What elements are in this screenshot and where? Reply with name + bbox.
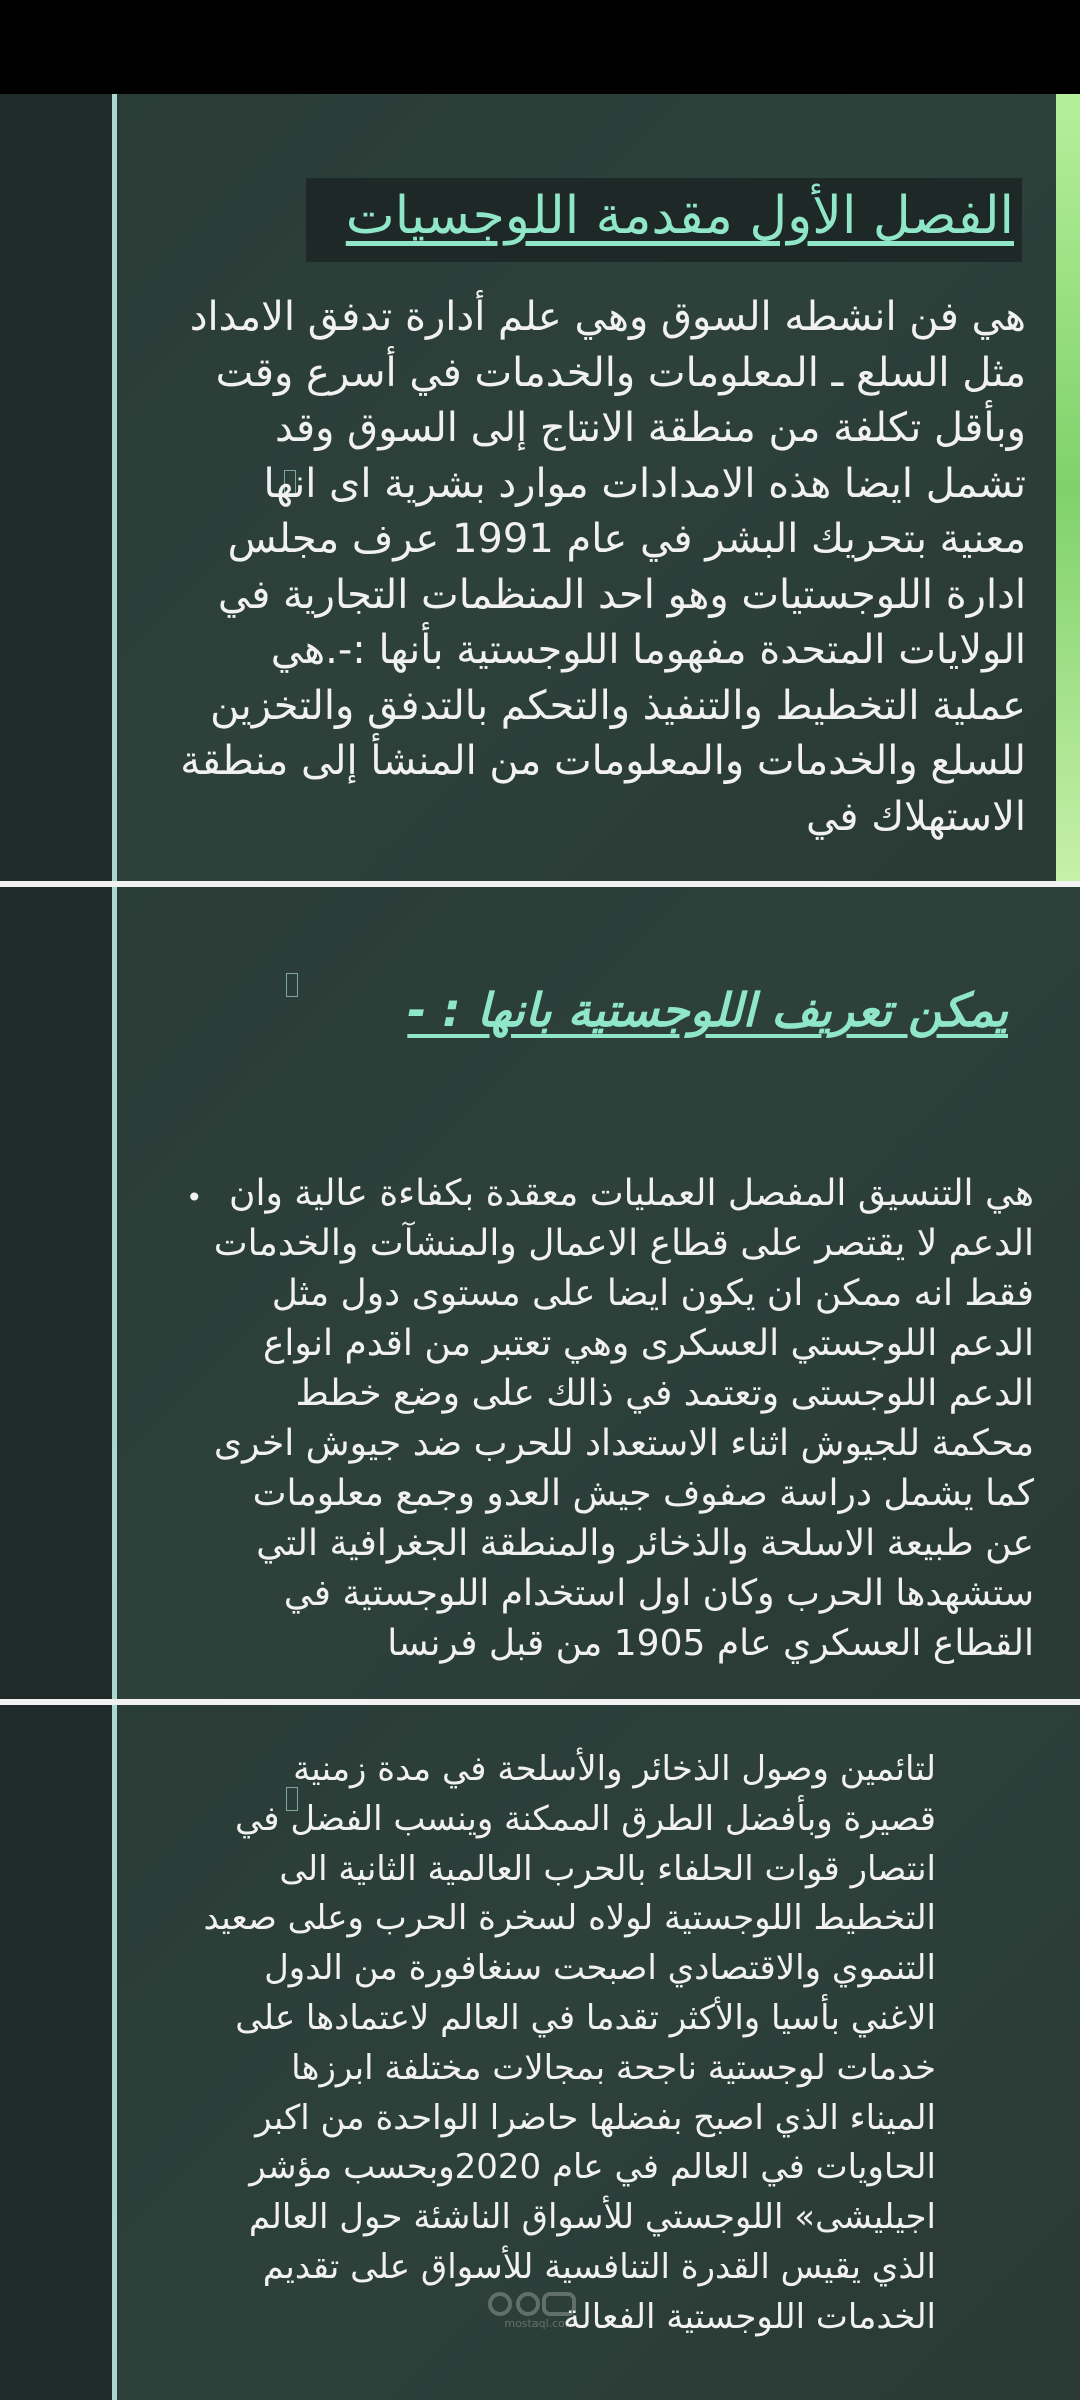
status-bar: [0, 0, 1080, 94]
slide-1: [0, 94, 1080, 881]
watermark-text: mostaql.com: [504, 2317, 576, 2330]
slide-body-text: لتائمين وصول الذخائر والأسلحة في مدة زمنية قصيرة وبأفضل الطرق الممكنة وينسب الفضل في انتصار قوات الحلفاء بالحرب العالمية الثانية الى التخطيط اللوجستية لولاه لسخرة الحرب وعلى صعيد التنموي والاقتصادي اصبحت سنغافورة من الدول الاغني بأسيا والأكثر تقدما في العالم لاعتمادها على خدمات لوجستية ناجحة بمجالات مختلفة ابرزها الميناء الذي اصبح بفضلها حاضرا الواحدة من اكبر الحاويات في العالم في عام 2020وبحسب مؤشر اجيليشى» اللوجستي للأسواق الناشئة حول العالم الذي يقيس القدرة التنافسية للأسواق على تقديم الخدمات اللوجستية الفعالة: [203, 1749, 936, 2337]
slide-right-accent: [1056, 94, 1080, 881]
slide-left-line: [112, 887, 117, 1699]
slide-left-strip: [0, 1705, 112, 2400]
slide-2: [0, 887, 1080, 1699]
slide-left-line: [112, 94, 117, 881]
slide-left-strip: [0, 94, 112, 881]
slide-body-text: هي فن انشطه السوق وهي علم أدارة تدفق الامداد مثل السلع ـ المعلومات والخدمات في أسرع وقت وبأقل تكلفة من منطقة الانتاج إلى السوق وقد تشمل ايضا هذه الامدادات موارد بشرية اى انها معنية بتحريك البشر في عام 1991 عرف مجلس ادارة اللوجستيات وهو احد المنظمات التجارية في الولايات المتحدة مفهوما اللوجستية بأنها :-.هي عملية التخطيط والتنفيذ والتحكم بالتدفق والتخزين للسلع والخدمات والمعلومات من المنشأ إلى منطقة الاستهلاك في: [180, 294, 1026, 840]
slide-left-strip: [0, 887, 112, 1699]
slide-body-text: هي التنسيق المفصل العمليات معقدة بكفاءة عالية وان الدعم لا يقتصر على قطاع الاعمال والمنشآت والخدمات فقط انه ممكن ان يكون ايضا على مستوى دول مثل الدعم اللوجستي العسكرى وهي تعتبر من اقدم انواع الدعم اللوجستى وتعتمد في ذالك على وضع خطط محكمة للجيوش اثناء الاستعداد للحرب ضد جيوش اخرى كما يشمل دراسة صفوف جيش العدو وجمع معلومات عن طبيعة الاسلحة والذخائر والمنطقة الجغرافية التي ستشهدها الحرب وكان اول استخدام اللوجستية في القطاع العسكري عام 1905 من قبل فرنسا: [213, 1173, 1034, 1664]
slide-title: الفصل الأول مقدمة اللوجسيات: [345, 186, 1014, 246]
watermark-logo: [470, 2290, 610, 2330]
missing-glyph-icon: [286, 973, 298, 997]
bullet-icon: •: [186, 1181, 203, 1214]
slide-left-line: [112, 1705, 117, 2400]
slide-subtitle: يمكن تعريف اللوجستية بانها : -: [407, 983, 1008, 1037]
